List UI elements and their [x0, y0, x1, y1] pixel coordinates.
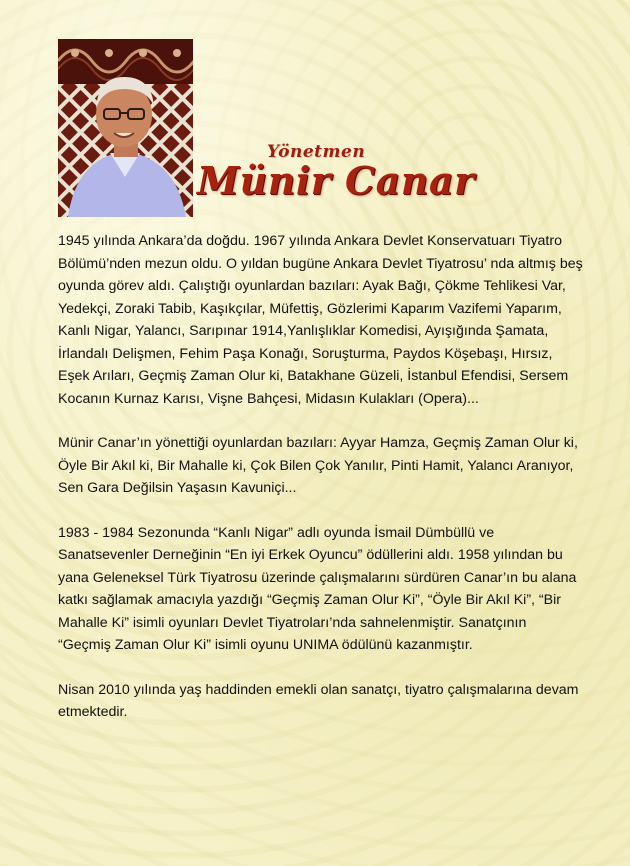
portrait-photo	[58, 39, 193, 217]
bio-paragraph: 1945 yılında Ankara’da doğdu. 1967 yılında Ankara Devlet Konservatuarı Tiyatro Bölümü’nden mezun oldu. O yıldan bugüne Ankara Devlet Tiyatrosu’ nda altmış beş oyunda görev aldı. Çalıştığı oyunlardan bazıları: Ayak Bağı, Çökme Tehlikesi Var, Yedekçi, Zoraki Tabib, Kaşıkçılar, Müfettiş, Gözlerimi Kaparım Vazifemi Yaparım, Kanlı Nigar, Yalancı, Sarıpınar 1914,Yanlışlıklar Komedisi, Ayışığında Şamata, İrlandalı Delişmen, Fehim Paşa Konağı, Soruşturma, Paydos Köşebaşı, Hırsız, Eşek Arıları, Geçmiş Zaman Olur ki, Batakhane Güzeli, İstanbul Efendisi, Sersem Kocanın Kurnaz Karısı, Vişne Bahçesi, Midasın Kulakları (Opera)...	[58, 233, 583, 407]
biography	[58, 230, 583, 746]
bio-paragraph: Nisan 2010 yılında yaş haddinden emekli olan sanatçı, tiyatro çalışmalarına devam etmektedir.	[58, 681, 579, 720]
director-title	[197, 138, 475, 218]
portrait-image	[58, 39, 193, 217]
director-role-label: Yönetmen	[267, 142, 366, 162]
bio-paragraph: Münir Canar’ın yönettiği oyunlardan bazıları: Ayyar Hamza, Geçmiş Zaman Olur ki, Öyle Bir Akıl ki, Bir Mahalle ki, Çok Bilen Çok Yanılır, Pinti Hamit, Yalancı Aranıyor, Sen Gara Değilsin Yaşasın Kavuniçi...	[58, 435, 578, 496]
bio-paragraph: 1983 - 1984 Sezonunda “Kanlı Nigar” adlı oyunda İsmail Dümbüllü ve Sanatsevenler Derneğinin “En iyi Erkek Oyuncu” ödüllerini aldı. 1958 yılından bu yana Geleneksel Türk Tiyatrosu üzerinde çalışmalarını sürdüren Canar’ın bu alana katkı sağlamak amacıyla yazdığı “Geçmiş Zaman Olur Ki”, “Öyle Bir Akıl Ki”, “Bir Mahalle Ki” isimli oyunları Devlet Tiyatroları’nda sahnelenmiştir. Sanatçının “Geçmiş Zaman Olur Ki” isimli oyunu UNIMA ödülünü kazanmıştır.	[58, 524, 577, 653]
director-name: Münir Canar	[197, 158, 475, 203]
